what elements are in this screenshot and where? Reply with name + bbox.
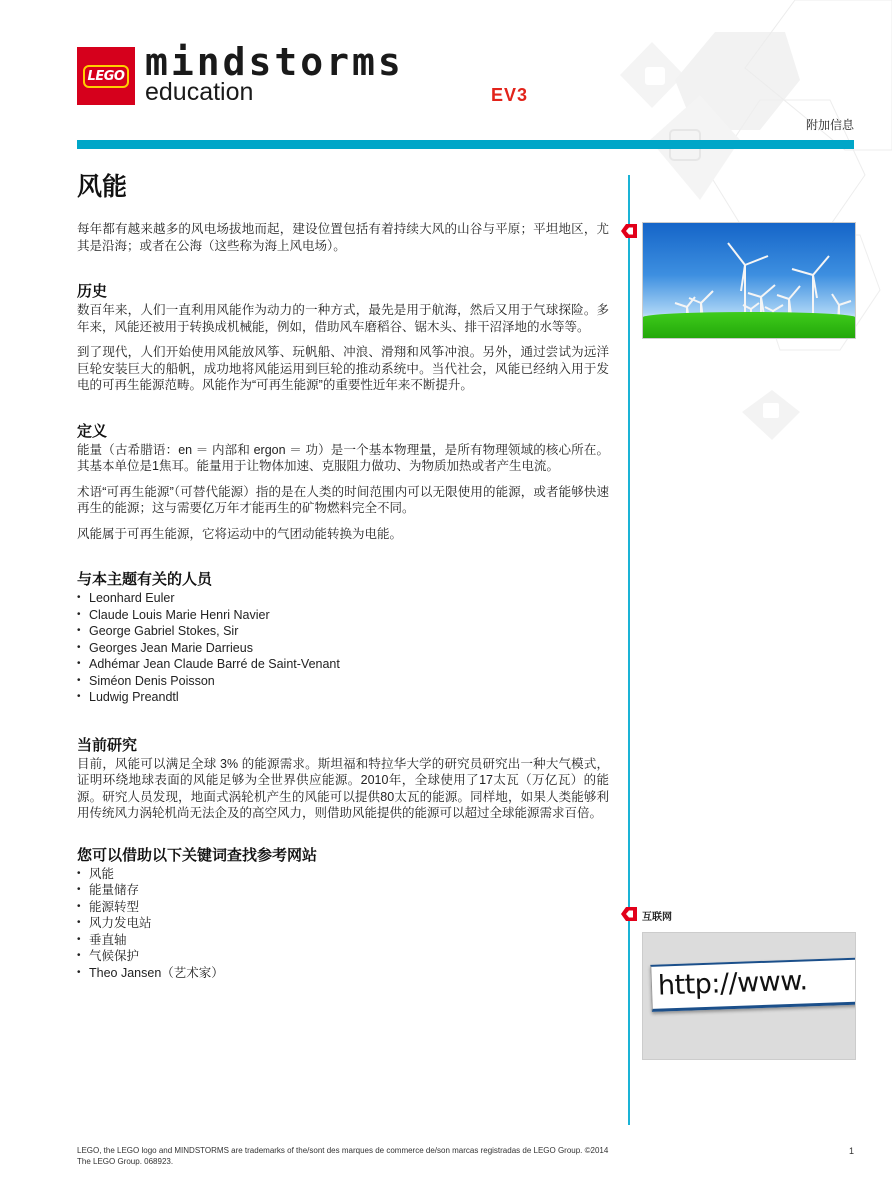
list-item: • George Gabriel Stokes, Sir — [77, 623, 609, 640]
intro-paragraph: 每年都有越来越多的风电场拔地而起，建设位置包括有着持续大风的山谷与平原；平坦地区，尤其是沿海；或者在公海（这些称为海上风电场）。 — [77, 222, 609, 253]
page-number: 1 — [848, 1146, 854, 1156]
brand-mindstorms: mindstorms — [145, 40, 404, 84]
brand-wordmark — [145, 40, 528, 106]
brand-education: education — [145, 78, 254, 106]
section-definition — [77, 422, 609, 543]
page-title: 风能 — [77, 173, 128, 201]
people-list — [77, 590, 609, 706]
mindstorms-education-logo — [77, 40, 528, 106]
paragraph: 能量（古希腊语：en ＝ 内部和 ergon ＝ 功）是一个基本物理量，是所有物理领域的核心所在。其基本单位是1焦耳。能量用于让物体加速、克服阻力做功、为物质加热或者产生电流。 — [77, 442, 609, 473]
list-item: • Claude Louis Marie Henri Navier — [77, 607, 609, 624]
list-item: • 能量储存 — [77, 882, 609, 899]
marker-arrow-icon — [620, 223, 638, 239]
paragraph: 目前，风能可以满足全球 3% 的能源需求。斯坦福和特拉华大学的研究员研究出一种大气模式，证明环绕地球表面的风能足够为全世界供应能源。2010年，全球使用了17太瓦（万亿瓦）的能源。研究人员发现，地面式涡轮机产生的风能可以提供80太瓦的能源。同样地，如果人类能够利用传统风力涡轮机尚无法企及的高空风力，则借助风能提供的能源可以超过全球能源需求百倍。 — [77, 756, 609, 820]
list-item: • 气候保护 — [77, 948, 609, 965]
section-label: 附加信息 — [805, 118, 854, 132]
list-item: • Theo Jansen（艺术家） — [77, 965, 609, 982]
internet-url-image — [642, 932, 856, 1060]
section-keywords — [77, 846, 609, 982]
paragraph: 到了现代，人们开始使用风能放风筝、玩帆船、冲浪、滑翔和风筝冲浪。另外，通过尝试为远洋巨轮安装巨大的船帆，成功地将风能运用到巨轮的推动系统中。当代社会，风能已经纳入用于发电的可再生能源范畴。风能作为“可再生能源”的重要性近年来不断提升。 — [77, 345, 609, 392]
internet-label: 互联网 — [642, 912, 672, 923]
list-item: • Siméon Denis Poisson — [77, 673, 609, 690]
list-item: • Georges Jean Marie Darrieus — [77, 640, 609, 657]
header-divider — [77, 140, 854, 149]
legal-footer: LEGO, the LEGO logo and MINDSTORMS are trademarks of the/sont des marques de commerce de/son marcas registradas de LEGO Group. ©2014 The LEGO Group. 068923. — [77, 1146, 609, 1166]
section-heading: 历史 — [77, 283, 108, 300]
lego-logo: LEGO — [77, 47, 135, 105]
section-current-research — [77, 736, 609, 822]
grass-field — [643, 312, 855, 338]
paragraph: 数百年来，人们一直利用风能作为动力的一种方式，最先是用于航海，然后又用于气球探险。多年来，风能还被用于转换成机械能，例如，借助风车磨稻谷、锯木头、排干沼泽地的水等等。 — [77, 303, 609, 334]
main-column — [77, 170, 609, 981]
keywords-list — [77, 866, 609, 982]
list-item: • Adhémar Jean Claude Barré de Saint-Venant — [77, 656, 609, 673]
list-item: • 能源转型 — [77, 899, 609, 916]
section-heading: 当前研究 — [77, 736, 138, 754]
list-item: • 风能 — [77, 866, 609, 883]
paragraph: 术语“可再生能源”（可替代能源）指的是在人类的时间范围内可以无限使用的能源，或者能够快速再生的能源；这与需要亿万年才能再生的矿物燃料完全不同。 — [77, 484, 609, 515]
section-history — [77, 282, 609, 394]
wind-turbines-photo — [642, 222, 856, 339]
section-heading: 定义 — [77, 422, 108, 440]
section-people — [77, 570, 609, 706]
url-bar-graphic: http://www. — [650, 957, 856, 1012]
list-item: • 垂直轴 — [77, 932, 609, 949]
section-heading: 您可以借助以下关键词查找参考网站 — [77, 846, 318, 864]
list-item: • Ludwig Preandtl — [77, 689, 609, 706]
section-heading: 与本主题有关的人员 — [77, 571, 213, 588]
column-divider — [628, 175, 630, 1125]
list-item: • 风力发电站 — [77, 915, 609, 932]
brand-ev3: EV3 — [490, 85, 528, 105]
list-item: • Leonhard Euler — [77, 590, 609, 607]
paragraph: 风能属于可再生能源，它将运动中的气团动能转换为电能。 — [77, 526, 403, 541]
marker-arrow-icon — [620, 906, 638, 922]
